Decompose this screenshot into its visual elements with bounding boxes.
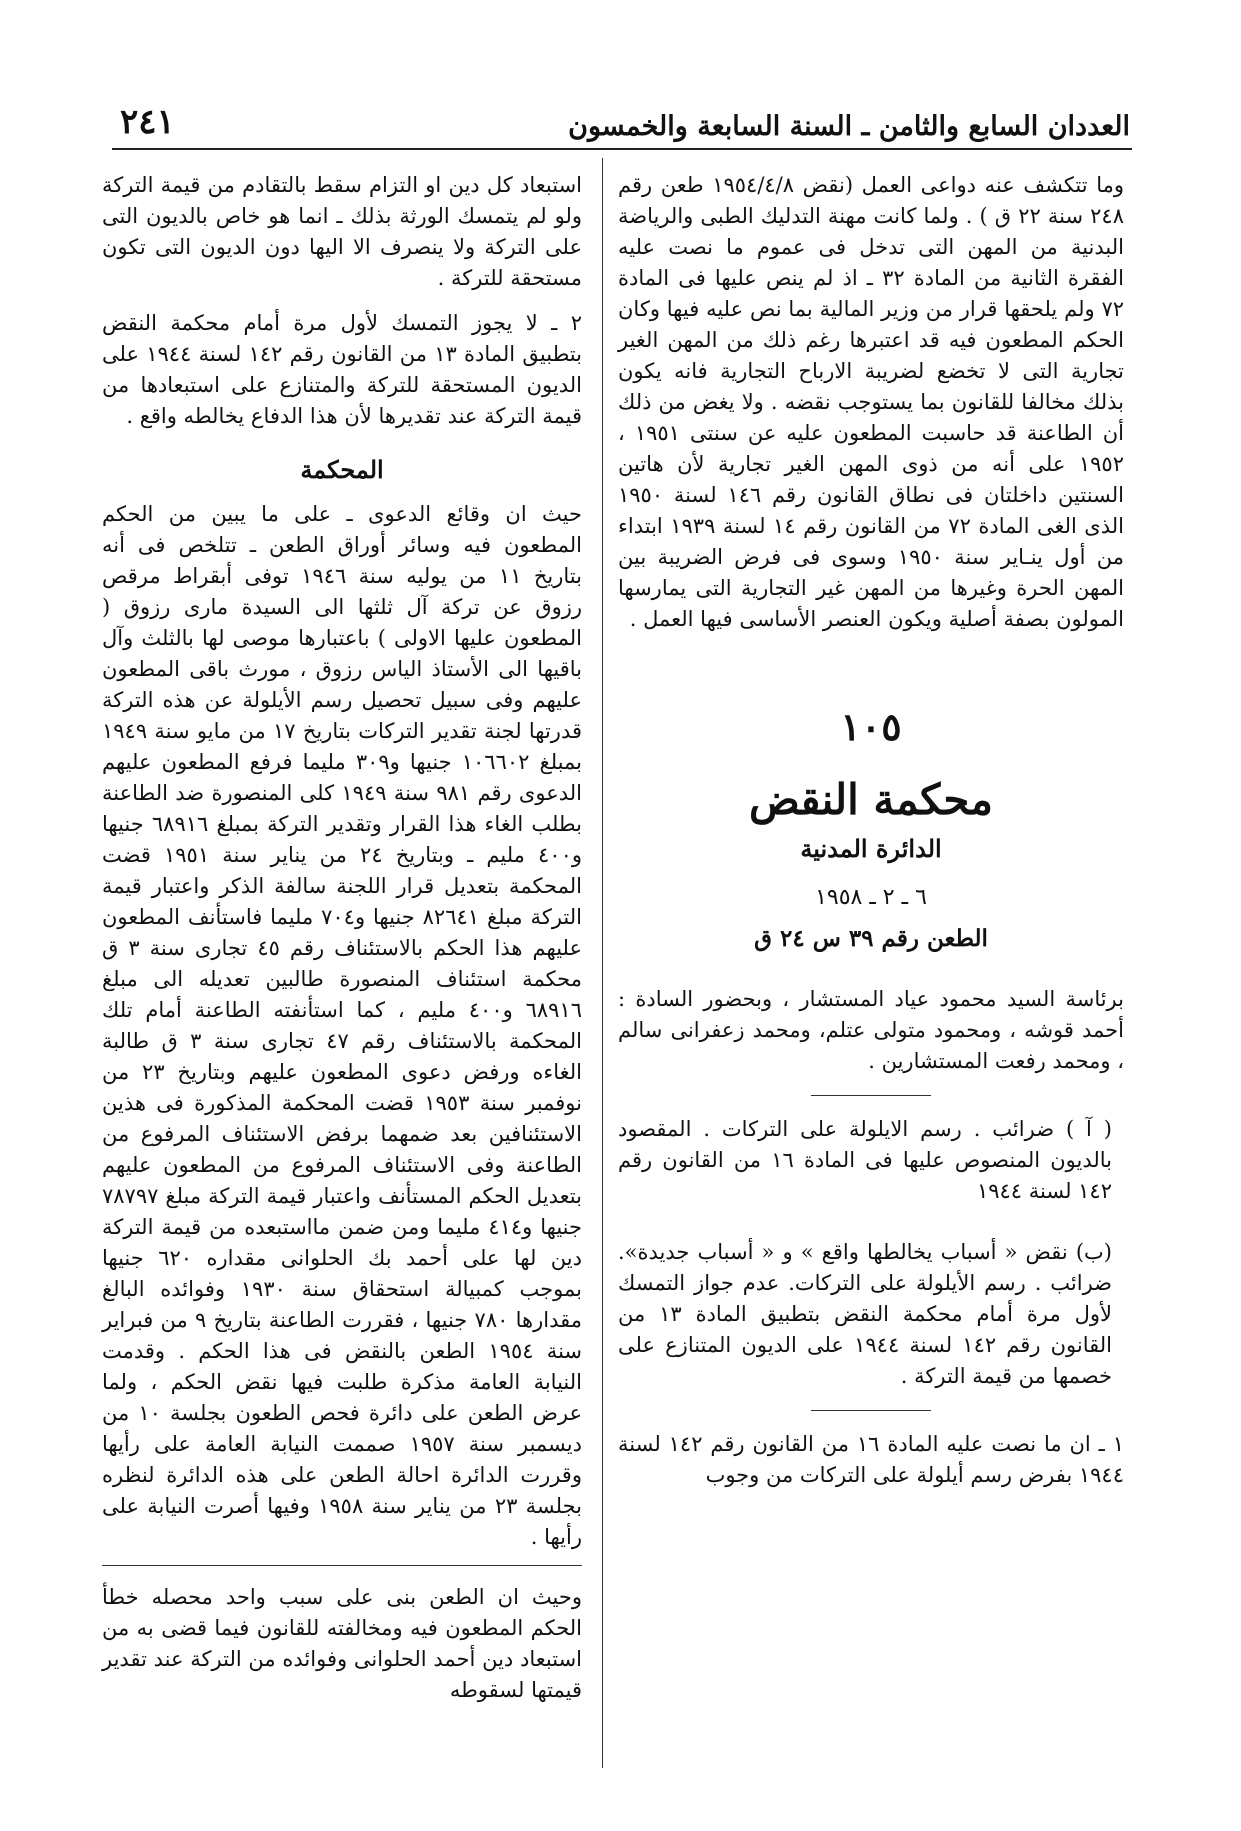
right-column <box>618 170 1124 1501</box>
bench-composition: برئاسة السيد محمود عياد المستشار ، وبحضور السادة : أحمد قوشه ، ومحمود متولى عتلم، ومحمد زعفرانى سالم ، ومحمد رفعت المستشارين . <box>618 987 1124 1073</box>
principle-2: ٢ ـ لا يجوز التمسك لأول مرة أمام محكمة النقض بتطبيق المادة ١٣ من القانون رقم ١٤٢ لسنة ١٩٤٤ على الديون المستحقة للتركة والمتنازع على استبعادها من قيمة التركة عند تقديرها لأن هذا الدفاع يخالطه واقع . <box>102 311 582 428</box>
case-number: ١٠٥ <box>840 704 902 749</box>
separator-rule <box>811 1410 931 1411</box>
headnote-b: (ب) نقض « أسباب يخالطها واقع » و « أسباب جديدة». ضرائب . رسم الأيلولة على التركات. عدم جواز التمسك لأول مرة أمام محكمة النقض بتطبيق المادة ١٣ من القانون رقم ١٤٢ لسنة ١٩٤٤ على الديون المتنازع على خصمها من قيمة التركة . <box>618 1240 1112 1388</box>
left-column <box>102 170 582 1716</box>
section-title: المحكمة <box>300 455 384 484</box>
principle-1: ١ ـ ان ما نصت عليه المادة ١٦ من القانون رقم ١٤٢ لسنة ١٩٤٤ بفرض رسم أيلولة على التركات من وجوب <box>618 1432 1124 1487</box>
facts-paragraph: حيث ان وقائع الدعوى ـ على ما يبين من الحكم المطعون فيه وسائر أوراق الطعن ـ تتلخص فى أنه بتاريخ ١١ من يوليه سنة ١٩٤٦ توفى أبقراط مرقص رزوق عن تركة آل ثلثها الى السيدة مارى رزوق ( المطعون عليها الاولى ) باعتبارها موصى لها بالثلث وآل باقيها الى الأستاذ الياس رزوق ، مورث باقى المطعون عليهم وفى سبيل تحصيل رسم الأيلولة عن هذه التركة قدرتها لجنة تقدير التركات بتاريخ ١٧ من مايو سنة ١٩٤٩ بمبلغ ١٠٦٦٠٢ جنيها و٣٠٩ مليما فرفع المطعون عليهم الدعوى رقم ٩٨١ سنة ١٩٤٩ كلى المنصورة ضد الطاعنة بطلب الغاء هذا القرار وتقدير التركة بمبلغ ٦٨٩١٦ جنيها و٤٠٠ مليم ـ وبتاريخ ٢٤ من يناير سنة ١٩٥١ قضت المحكمة بتعديل قرار اللجنة سالفة الذكر واعتبار قيمة التركة مبلغ ٨٢٦٤١ جنيها و٧٠٤ مليما فاستأنف المطعون عليهم هذا الحكم بالاستئناف رقم ٤٥ تجارى سنة ٣ ق محكمة استئناف المنصورة طالبين تعديله الى مبلغ ٦٨٩١٦ و٤٠٠ مليم ، كما استأنفته الطاعنة أمام تلك المحكمة بالاستئناف رقم ٤٧ تجارى سنة ٣ ق طالبة الغاءه ورفض دعوى المطعون عليهم وبتاريخ ٢٣ من نوفمبر سنة ١٩٥٣ قضت المحكمة المذكورة فى هذين الاستئنافين بعد ضمهما برفض الاستئناف المرفوع من الطاعنة وفى الاستئناف المرفوع من المطعون عليهم بتعديل الحكم المستأنف واعتبار قيمة التركة مبلغ ٧٨٧٩٧ جنيها و٤١٤ مليما ومن ضمن مااستبعده من قيمة التركة دين لها على أحمد بك الحلوانى مقداره ٦٢٠ جنيها بموجب كمبيالة استحقاق سنة ١٩٣٠ وفوائده البالغ مقدارها ٧٨٠ جنيها ، فقررت الطاعنة بتاريخ ٩ من فبراير سنة ١٩٥٤ الطعن بالنقض فى هذا الحكم . وقدمت النيابة العامة مذكرة طلبت فيها نقض الحكم ، ولما عرض الطعن على دائرة فحص الطعون بجلسة ١٠ من ديسمبر سنة ١٩٥٧ صممت النيابة العامة على رأيها وقررت الدائرة احالة الطعن على هذه الدائرة لنظره بجلسة ٢٣ من يناير سنة ١٩٥٨ وفيها أصرت النيابة على رأيها . <box>102 502 583 1549</box>
circuit-name: الدائرة المدنية <box>800 834 942 863</box>
judgment-date: ٦ ـ ٢ ـ ١٩٥٨ <box>815 885 927 910</box>
headnote-a: ( آ ) ضرائب . رسم الايلولة على التركات . المقصود بالديون المنصوص عليها فى المادة ١٦ من القانون رقم ١٤٢ لسنة ١٩٤٤ <box>618 1117 1112 1203</box>
principle-1-continuation: استبعاد كل دين او التزام سقط بالتقادم من قيمة التركة ولو لم يتمسك الورثة بذلك ـ انما هو خاص بالديون التى على التركة ولا ينصرف الا اليها دون الديون التى تكون مستحقة للتركة . <box>102 173 582 290</box>
intro-paragraph: وما تتكشف عنه دواعى العمل (نقض ١٩٥٤/٤/٨ طعن رقم ٢٤٨ سنة ٢٢ ق ) . ولما كانت مهنة التدليك الطبى والرياضة البدنية من المهن التى تدخل فى عموم ما نصت عليه الفقرة الثانية من المادة ٣٢ ـ اذ لم ينص عليها فى المادة ٧٢ ولم يلحقها قرار من وزير المالية بما نص عليه فيها وكان الحكم المطعون فيه قد اعتبرها رغم ذلك من المهن الغير تجارية التى لا تخضع لضريبة الارباح التجارية فانه يكون بذلك مخالفا للقانون بما يستوجب نقضه . ولا يغض من ذلك أن الطاعنة قد حاسبت المطعون عليه عن سنتى ١٩٥١ ، ١٩٥٢ على أنه من ذوى المهن الغير تجارية لأن هاتين السنتين داخلتان فى نطاق القانون رقم ١٤٦ لسنة ١٩٥٠ الذى الغى المادة ٧٢ من القانون رقم ١٤ لسنة ١٩٣٩ ابتداء من أول ينـاير سنة ١٩٥٠ وسوى فى فرض الضريبة بين المهن الحرة وغيرها من المهن غير التجارية التى يمارسها المولون بصفة أصلية ويكون العنصر الأساسى فيها العمل . <box>618 173 1125 631</box>
reasons-paragraph: وحيث ان الطعن بنى على سبب واحد محصله خطأ الحكم المطعون فيه ومخالفته للقانون فيما قضى به من استبعاد دين أحمد الحلوانى وفوائده من التركة عند تقدير قيمتها لسقوطه <box>102 1585 582 1702</box>
court-name: محكمة النقض <box>748 775 994 824</box>
running-title: العددان السابع والثامن ـ السنة السابعة والخمسون <box>568 111 1130 142</box>
headnotes <box>618 1114 1124 1392</box>
column-divider <box>602 158 603 1768</box>
page-header <box>120 96 1130 142</box>
separator-rule <box>811 1095 931 1096</box>
header-rule <box>112 148 1132 150</box>
case-heading <box>618 704 1124 954</box>
appeal-number: الطعن رقم ٣٩ س ٢٤ ق <box>754 925 988 952</box>
paragraph-rule <box>102 1565 582 1566</box>
page-number: ٢٤١ <box>120 102 175 142</box>
